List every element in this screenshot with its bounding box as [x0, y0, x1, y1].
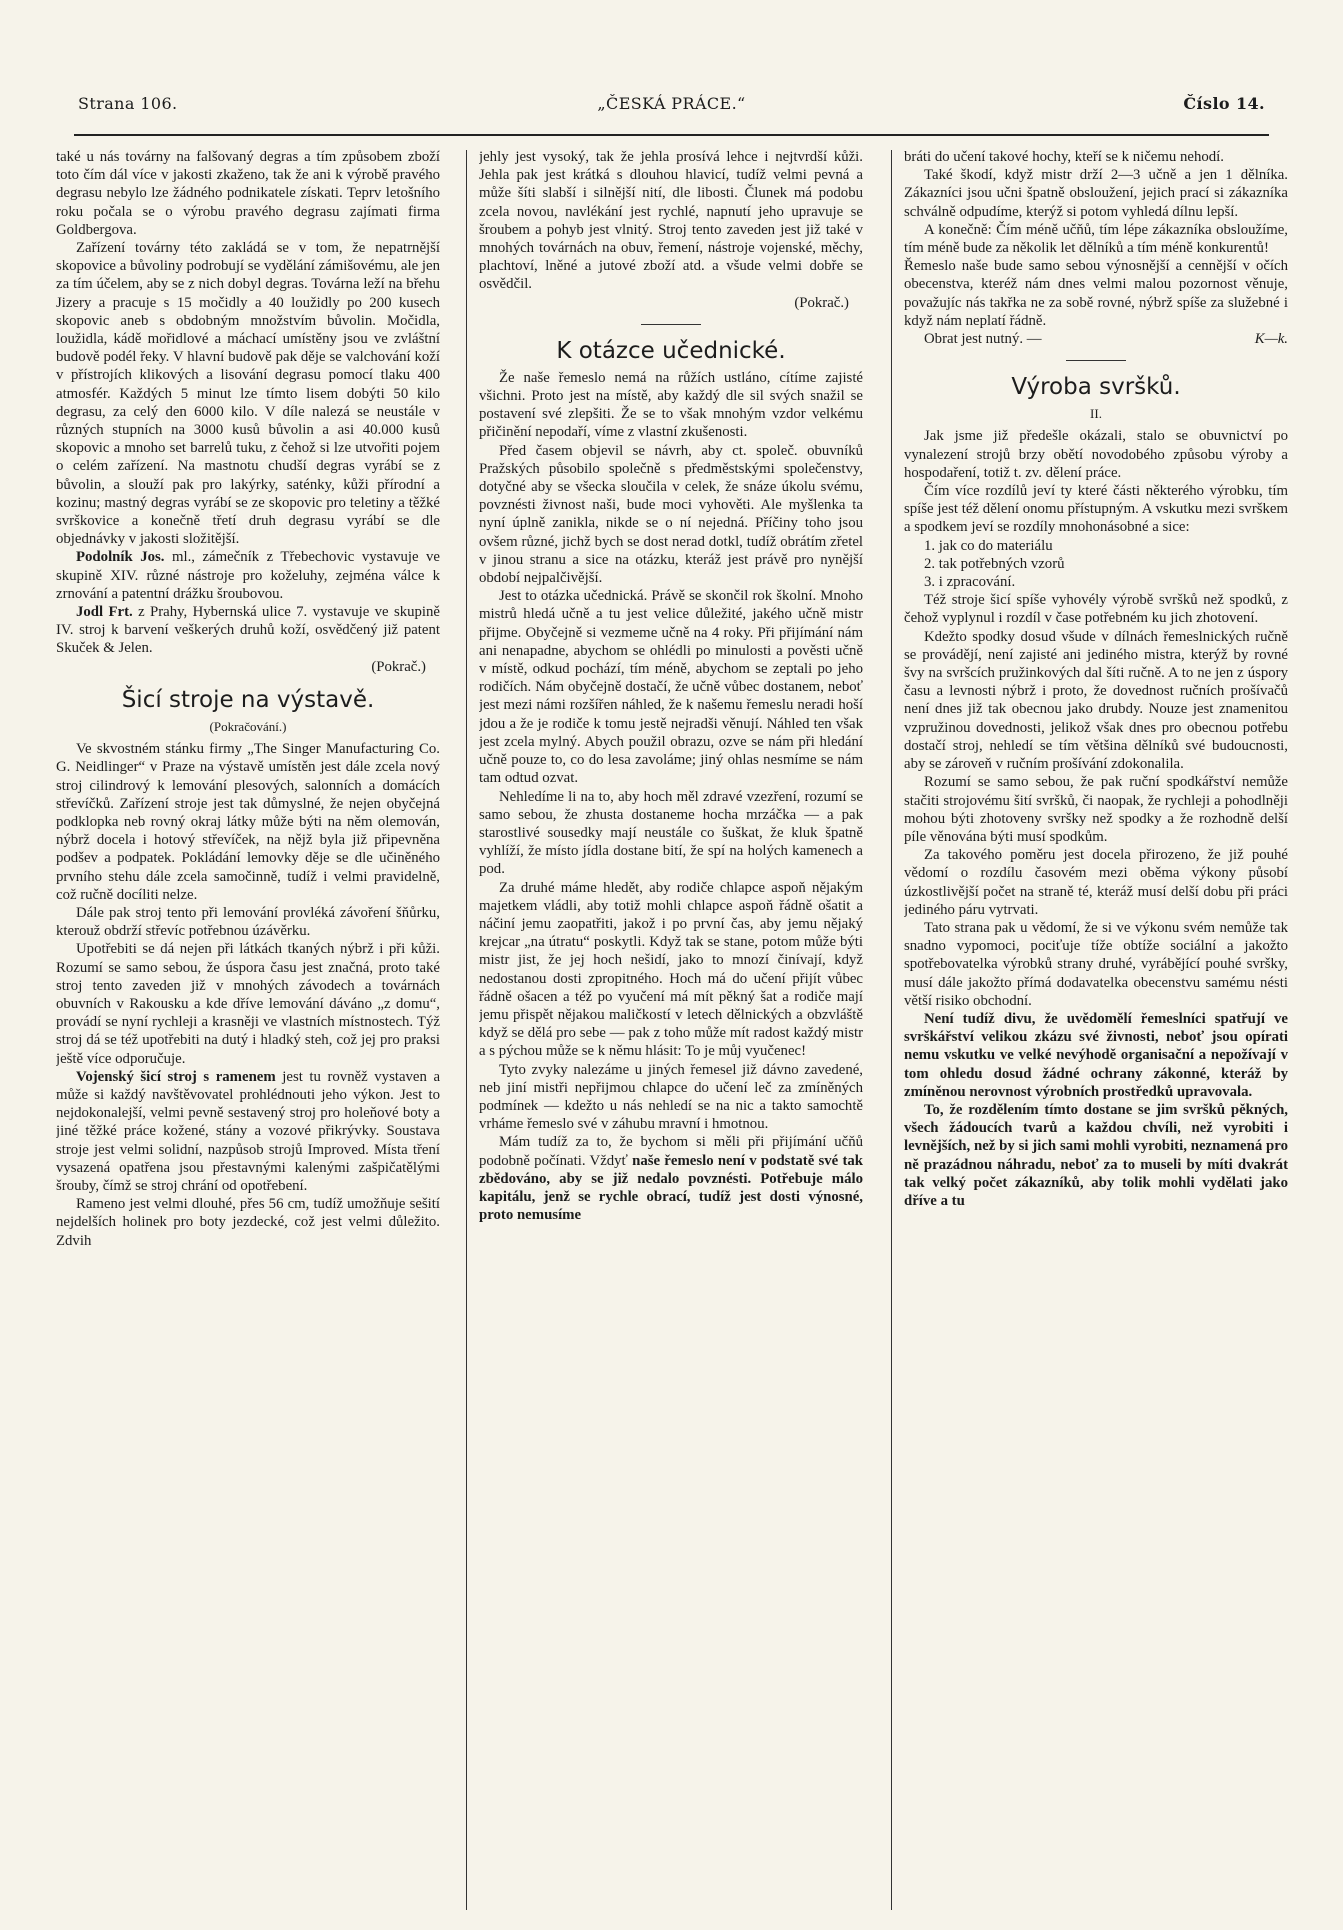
bold-passage: Není tudíž divu, že uvědomělí řemeslníci spatřují ve svrškářství velikou zkázu své živnosti, neboť jsou opírati nemu vskutku ve velké nevýhodě organisační a nepožívají v tom ohledu dosud žádné ochrany zákonné, kteráž by zmíněnou nerovnost výrobních prostředků upravovala. — [904, 1010, 1288, 1100]
paragraph: Za takového poměru jest docela přirozeno, že již pouhé vědomí o rozdílu časovém mezi oběma výkony působí úzkostlivější počet na straně té, kteráž musí delší dobu při práci jediného páru vytrvati. — [904, 847, 1288, 918]
paragraph: Ve skvostném stánku firmy „The Singer Manufacturing Co. G. Neidlinger“ v Praze na výstavě umístěn jest dále zcela nový stroj cilindrový k lemování plesových, salonních a domácích střevíčků. Zařízení stroje jest tak důmyslné, že nejen obyčejná podklopka neb rovný okraj látky může býti na něm olemován, nýbrž docela i hotový střevíček, na nějž byla již připevněna podšev a podpatek. Pokládání lemovky děje se dle učiněného prvního stehu dále zcela samočinně, tudíž i velmi pravidelně, což ručně docíliti nelze. — [56, 741, 440, 903]
paragraph-text: jest tu rovněž vystaven a může si každý navštěvovatel prohlédnouti jeho výkon. Jest to nejdokonalejší, velmi pevně sestavený stroj pro holeňové boty a jiné těžké práce kožené, stány a vozové přikrývky. Soustava stroje jest velmi solidní, nazpůsob strojů Improved. Místa tření vysazená opatřena jsou přestavnými kalenými zašpičatělými šrouby, čímž se stroj chrání od opotřebení. — [56, 1068, 440, 1194]
paragraph: Čím více rozdílů jeví ty které části některého výrobku, tím spíše jest též dělení onomu přístupným. A vskutku mezi svrškem a spodkem jeví se rozdíly mnohonásobné a sice: — [904, 483, 1288, 536]
article-subheading: (Pokračování.) — [209, 718, 287, 734]
paragraph: Kdežto spodky dosud všude v dílnách řemeslnických ručně se provádějí, není zajisté ani jediného mistra, kterýž by rovné švy na svršcích pružinkových dal šíti ručně. A to ne jen z úspory času a levnosti nýbrž i proto, že dovednost ručních prošívačů není dnes již tak obecnou jako drubdy. Nouze jest znamenitou vzpružinou dovednosti, jelikož však dnes pro obecnou potřebu dostačí stroj, nehledí se tím většina dělníků své budoucnosti, aby se zároveň v ručním prošívání zdokonalila. — [904, 628, 1288, 773]
article-heading: Šicí stroje na výstavě. — [121, 686, 375, 713]
continued-note: (Pokrač.) — [794, 294, 849, 311]
list-item: 3. i zpracování. — [924, 574, 1016, 591]
article-subheading: II. — [1090, 406, 1102, 422]
paragraph: Dále pak stroj tento při lemování provléká závoření šňůrku, kterouž obdrží střevíc potřebnou úzávěrku. — [56, 904, 440, 940]
exhibitor-name: Podolník Jos. — [76, 549, 165, 566]
paragraph: Jest to otázka učednická. Právě se skončil rok školní. Mnoho mistrů hledá učně a tu jest velice důležité, jakého učně mistr přijme. Obyčejně si vezmeme učně na 4 roky. Při přijímání nám ani nenapadne, abychom se ohlédli po minulosti a pověsti učně v místě, odkud pochází, tím méně, abychom se zeptali po jeho rodičích. Nám obyčejně dostačí, že učně vůbec dostanem, neboť jest mezi námi rozšířen náhled, že k našemu řemeslu neradi hoší jdou a že je rodiče k tomu jestě nejradši věnují. Náhled ten však jest zcela mylný. Abych použil obrazu, ozve se nám při hledání učně pouze to, co do lesa zavoláme; jiný ohlas nesmíme se nám tam odtud ozvat. — [479, 588, 863, 787]
paragraph-text: ml., zámečník z Třebechovic vystavuje ve skupině XIV. různé nástroje pro koželuhy, zejména válce k zrnování a patentní drážku šroubovou. — [56, 549, 440, 602]
page-header — [78, 94, 1265, 118]
paragraph: Tato strana pak u vědomí, že si ve výkonu svém nemůže tak snadno vypomoci, pociťuje tíže obtíže sociální a jakožto spotřebovatelka výrobků strany druhé, vyrábějící pouhé svršky, musí dále jakožto přímá dodavatelka obecenstvu samému nésti větší risiko obchodní. — [904, 919, 1288, 1009]
paragraph: Před časem objevil se návrh, aby ct. společ. obuvníků Pražských působilo společně s předměstskými společenstvy, dotyčné aby se všecka sloučila v celek, že snáze úkolu svému, povznésti živnost naši, bude moci vyhověti. Ale myšlenka ta nyní úplně zanikla, nikde se o ní nejedná. Příčiny toho jsou ovšem různé, jichž bych se dost nerad dotkl, tudíž obrátím zřetel v jinou stranu a sice na otázku, kteráž jest právě pro nynější období nejpalčivější. — [479, 442, 863, 587]
article-heading: Výroba svršků. — [1011, 374, 1181, 401]
page-number: Strana 106. — [78, 94, 178, 113]
bold-passage: To, že rozdělením tímto dostane se jim svršků pěkných, všech žádoucích tvarů a každou chvíli, než vyrobiti i levnějších, než by si jich sami mohli vyrobiti, neznamená pro ně prazádnou náhradu, neboť za to museli by míti dvakrát tak velký počet zákazníků, aby tolik mohli vydělati jako dříve a tu — [904, 1101, 1288, 1209]
paragraph: také u nás továrny na falšovaný degras a tím způsobem zboží toto čím dál více v jakosti zkaženo, tak že ani k výrobě pravého degrasu nebylo lze žádného podnikatele získati. Teprv letošního roku počala se o výrobu pravého degrasu zajímati firma Goldbergova. — [56, 149, 440, 238]
paragraph — [56, 548, 440, 603]
paragraph: Jak jsme již předešle okázali, stalo se obuvnictví po vynalezení strojů brzy obětí novodobého způsobu výroby a hospodaření, totiž t. zv. dělení práce. — [904, 428, 1288, 481]
paragraph-text: z Prahy, Hybernská ulice 7. vystavuje ve skupině IV. stroj k barvení veškerých druhů koží, osvědčený již patent Skuček & Jelen. — [56, 604, 440, 657]
separator — [641, 324, 701, 325]
paragraph-text: Mám tudíž za to, že bychom si měli při přijímání učňů podobně počínati. Vždyť — [479, 1134, 863, 1169]
paragraph: jehly jest vysoký, tak že jehla prosívá lehce i nejtvrdší kůži. Jehla pak jest krátká s dlouhou hlavicí, tudíž velmi pevná a může šíti slabší i silnější nití, dle libosti. Člunek má podobu zcela novou, navlékání jest rychlé, napnutí jeho upravuje se šroubem a pohyb jest vlnitý. Stroj tento zaveden jest již také v mnohých továrnách na obuv, řemení, nástroje vojenské, měchy, plachtoví, lněné a jutové zboží atd. a všude velmi dobře se osvědčil. — [479, 149, 863, 293]
paragraph: Rozumí se samo sebou, že pak ruční spodkářství nemůže stačiti strojovému šití svršků, či naopak, že rychleji a pohodlněji mohou býti zhotoveny svršky než spodky a že rozhodně delší píle věnována býti musí spodkům. — [904, 774, 1288, 845]
paragraph: Také škodí, když mistr drží 2—3 učně a jen 1 dělníka. Zákazníci jsou učni špatně obsloužení, jejich prací si zákazníka schválně odpudíme, kterýž si potom vyhledá dílnu lepší. — [904, 167, 1288, 220]
author-signature: K—k. — [1254, 331, 1288, 348]
column-3 — [904, 148, 1288, 1918]
continued-note: (Pokrač.) — [371, 658, 426, 675]
paragraph — [904, 330, 1288, 348]
journal-title: „ČESKÁ PRÁCE.“ — [597, 94, 746, 113]
paragraph: Upotřebiti se dá nejen při látkách tkaných nýbrž i při kůži. Rozumí se samo sebou, že úspora času jest značná, proto také stroj tento zaveden již v mnohých závodech a továrnách obuvních v Rakousku a kde dříve lemování dáváno „z domu“, provádí se nyní rychleji a krasněji ve vlastních místnostech. Týž stroj dá se též upotřebiti na dutý i hladký steh, což jej pro praksi ještě více odporučuje. — [56, 941, 440, 1067]
paragraph: Zařízení továrny této zakládá se v tom, že nepatrnější skopovice a bůvoliny podrobují se vydělání zámišovému, ale jen za tím účelem, aby se z nich dobyl degras. Továrna leží na břehu Jizery a pracuje s 15 močidly a 40 loužidly po 200 kusech skopovic aneb s obdobným množstvím bůvolin. Močidla, loužidla, kádě mořidlové a máchací umístěny jsou ve zvláštní budově podél řeky. V hlavní budově pak děje se valchování koží v přístrojích klikových a lisování degrasu pomocí tlaku 400 atmosfér. Každých 5 minut lze tímto lisem dobýti 50 kilo degrasu, za celý den 6000 kilo. V díle nalezá se neustále v různých stupních na 3000 kusů bůvolin a asi 40.000 kusů skopovic a mnoho set barrelů tuku, z čehož si lze utvořiti pojem o celém zařízení. Na mastnotu chudší degras vyrábí se z bůvolin, a slouží pak pro lakýrky, saténky, kůži přírodní a kozinu; mastný degras vyrábí se ze skopovic pro teletiny a těžké svrškovice a konečně třetí druh degrasu vyrábí se dle objednávky v jakosti složitější. — [56, 240, 440, 548]
bold-phrase: Vojenský šicí stroj s ramenem — [76, 1068, 276, 1085]
issue-number: Číslo 14. — [1183, 94, 1265, 113]
exhibitor-name: Jodl Frt. — [76, 604, 133, 621]
list-item: 1. jak co do materiálu — [924, 537, 1053, 554]
paragraph — [904, 1010, 1288, 1101]
paragraph: bráti do učení takové hochy, kteří se k ničemu nehodí. — [904, 149, 1224, 165]
paragraph-text: Obrat jest nutný. — — [924, 331, 1042, 348]
paragraph: Že naše řemeslo nemá na růžích ustláno, cítíme zajisté všichni. Proto jest na místě, aby každý dle sil svých snažil se postavení své zlepšiti. Že se to však mnohým vzdor velkému přičinění nepodaří, víme z vlastní zkušenosti. — [479, 369, 863, 441]
paragraph — [479, 1133, 863, 1224]
paragraph: Nehledíme li na to, aby hoch měl zdravé vzezření, rozumí se samo sebou, že zhusta dostaneme hocha mrzáčka — a pak starostlivé sousedky mají neustále co šuškat, že kluk špatně vyhlíží, že místo jídla dostane bití, že spí na holých kamenech a pod. — [479, 788, 863, 878]
paragraph: Rameno jest velmi dlouhé, přes 56 cm, tudíž umožňuje sešití nejdelších holinek pro boty jezdecké, což jest velmi důležito. Zdvih — [56, 1196, 440, 1249]
paragraph — [56, 1068, 440, 1195]
paragraph: Za druhé máme hledět, aby rodiče chlapce aspoň nějakým majetkem vládli, aby totiž mohli chlapce aspoň řádně ošatit a náčiní jemu zaopatřiti, jakož i po první čas, aby jemu nějaký krejcar „na útratu“ poskytli. Když tak se stane, potom může býti mistr jist, že jej hoch nešidí, jako to mnozí činívají, když nedostanou dosti zpropitného. Hoch má do učení přijít vůbec řádně ošacen a též po vyučení má mít pěkný šat a rodiče mají jemu přispět nějakou maličkostí v letech dělnických a obzvláště když se dělá pro sebe — pak z toho může mít radost každý mistr a s pýchou může se k němu hlásit: To je můj vyučenec! — [479, 879, 863, 1060]
paragraph: Též stroje šicí spíše vyhovély výrobě svršků než spodků, z čehož vyplynul i rozdíl v čase potřebném ku jich zhotovení. — [904, 592, 1288, 627]
paragraph: Tyto zvyky nalezáme u jiných řemesel již dávno zavedené, neb jiní mistři nepřijmou chlapce do učení leč za zmíněných podmínek — kdežto u nás nehledí se na nic a takto samochtě vrháme řemeslo své v záhubu mravní i hmotnou. — [479, 1061, 863, 1133]
columns — [56, 148, 1288, 1918]
header-rule — [74, 134, 1269, 136]
paragraph: A konečně: Čím méně učňů, tím lépe zákazníka obsloužíme, tím méně bude za několik let dělníků a tím méně konkurentů! — [904, 221, 1288, 257]
bold-passage: naše řemeslo není v podstatě své tak zbědováno, aby se již nedalo povznésti. Potřebuje málo kapitálu, jenž se rychle obrací, tudíž jest dosti výnosné, proto nemusíme — [479, 1152, 863, 1224]
list-item: 2. tak potřebných vzorů — [924, 555, 1065, 572]
column-1 — [56, 148, 440, 1918]
paragraph — [904, 1101, 1288, 1210]
paragraph: Řemeslo naše bude samo sebou výnosnější a cennější v očích obecenstva, kteréž nám dnes velmi malou pozornost věnuje, považujíc nás takřka ne za sobě rovné, nýbrž spíše za služebné i když nám neplatí řádně. — [904, 258, 1288, 329]
article-heading: K otázce učednické. — [556, 337, 786, 364]
separator — [1066, 360, 1126, 361]
paragraph — [56, 603, 440, 658]
column-2 — [479, 148, 863, 1918]
